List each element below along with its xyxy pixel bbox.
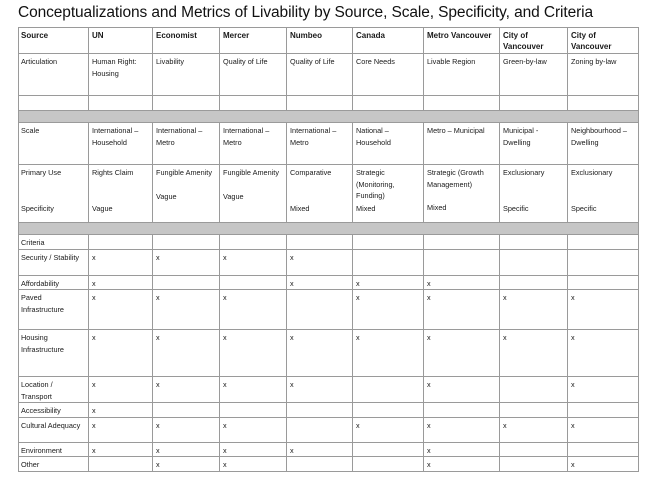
criteria-mark	[220, 403, 287, 418]
criteria-mark	[500, 249, 568, 275]
header-source: Source	[19, 28, 89, 54]
blank-row	[19, 96, 639, 111]
criteria-mark: x	[153, 330, 220, 377]
criteria-label: Location / Transport	[19, 377, 89, 403]
criteria-mark: x	[220, 249, 287, 275]
criteria-mark	[568, 249, 639, 275]
header-numbeo: Numbeo	[287, 28, 353, 54]
table-cell: Green-by-law	[500, 54, 568, 96]
criteria-mark	[153, 403, 220, 418]
primary-use-value: Exclusionary	[503, 168, 545, 177]
criteria-label: Security / Stability	[19, 249, 89, 275]
criteria-label: Cultural Adequacy	[19, 417, 89, 442]
primary-use-value: Strategic (Growth Management)	[427, 168, 484, 189]
table-cell: Livability	[153, 54, 220, 96]
table-cell: Quality of Life	[220, 54, 287, 96]
separator-cell	[19, 223, 639, 235]
blank-cell	[500, 96, 568, 111]
primary-use-value: Strategic (Monitoring, Funding)	[356, 168, 395, 200]
table-row	[19, 457, 639, 472]
table-row	[19, 403, 639, 418]
table-cell: Quality of Life	[287, 54, 353, 96]
criteria-mark: x	[353, 417, 424, 442]
blank-cell	[500, 235, 568, 250]
criteria-mark	[568, 403, 639, 418]
criteria-heading-row	[19, 235, 639, 250]
table-row	[19, 377, 639, 403]
criteria-mark: x	[89, 330, 153, 377]
criteria-mark: x	[424, 275, 500, 290]
table-cell: Neighbourhood – Dwelling	[568, 123, 639, 165]
specificity-value: Mixed	[427, 203, 447, 212]
blank-cell	[153, 96, 220, 111]
criteria-mark: x	[568, 290, 639, 330]
scale-row	[19, 123, 639, 165]
blank-cell	[19, 96, 89, 111]
blank-cell	[424, 96, 500, 111]
criteria-mark	[287, 417, 353, 442]
criteria-mark: x	[89, 403, 153, 418]
criteria-mark: x	[353, 275, 424, 290]
criteria-mark: x	[89, 377, 153, 403]
primary-use-value: Rights Claim	[92, 168, 134, 177]
specificity-value: Mixed	[356, 203, 376, 213]
specificity-label: Specificity	[21, 203, 54, 213]
criteria-mark	[353, 249, 424, 275]
criteria-mark	[568, 442, 639, 457]
criteria-label: Housing Infrastructure	[19, 330, 89, 377]
criteria-mark: x	[500, 330, 568, 377]
specificity-value: Vague	[223, 191, 244, 201]
table-cell: Core Needs	[353, 54, 424, 96]
criteria-mark: x	[220, 457, 287, 472]
livability-table	[18, 27, 639, 472]
blank-cell	[568, 96, 639, 111]
specificity-value: Mixed	[290, 203, 310, 213]
criteria-mark: x	[287, 275, 353, 290]
table-cell	[89, 165, 153, 223]
criteria-mark	[500, 377, 568, 403]
criteria-mark	[287, 403, 353, 418]
table-cell: Metro – Municipal	[424, 123, 500, 165]
table-cell: National – Household	[353, 123, 424, 165]
criteria-mark	[353, 457, 424, 472]
criteria-mark	[353, 442, 424, 457]
table-cell	[500, 165, 568, 223]
blank-cell	[287, 96, 353, 111]
primary-use-label: Primary Use	[21, 168, 62, 177]
table-row	[19, 442, 639, 457]
primary-use-value: Fungible Amenity	[156, 168, 212, 177]
table-cell: International – Metro	[287, 123, 353, 165]
specificity-value: Specific	[503, 203, 529, 213]
criteria-mark: x	[89, 417, 153, 442]
criteria-mark	[568, 275, 639, 290]
criteria-mark: x	[153, 249, 220, 275]
table-row	[19, 275, 639, 290]
blank-cell	[353, 96, 424, 111]
blank-cell	[568, 235, 639, 250]
table-cell	[287, 165, 353, 223]
table-cell	[153, 165, 220, 223]
criteria-mark: x	[568, 377, 639, 403]
header-city-of-vancouver-1: City of Vancouver	[500, 28, 568, 54]
criteria-mark: x	[424, 377, 500, 403]
header-metro-vancouver: Metro Vancouver	[424, 28, 500, 54]
criteria-mark	[287, 457, 353, 472]
criteria-mark: x	[287, 442, 353, 457]
table-cell	[353, 165, 424, 223]
header-mercer: Mercer	[220, 28, 287, 54]
table-cell: Livable Region	[424, 54, 500, 96]
criteria-mark: x	[220, 330, 287, 377]
table-cell: International – Household	[89, 123, 153, 165]
criteria-mark: x	[353, 290, 424, 330]
table-cell: Municipal - Dwelling	[500, 123, 568, 165]
primary-use-value: Comparative	[290, 168, 332, 177]
table-row	[19, 249, 639, 275]
criteria-mark	[153, 275, 220, 290]
criteria-mark	[500, 403, 568, 418]
criteria-mark	[353, 377, 424, 403]
criteria-mark: x	[424, 442, 500, 457]
primary-use-value: Exclusionary	[571, 168, 613, 177]
criteria-label: Other	[19, 457, 89, 472]
criteria-mark: x	[89, 275, 153, 290]
criteria-mark	[353, 403, 424, 418]
separator-row	[19, 111, 639, 123]
table-row	[19, 330, 639, 377]
criteria-mark	[89, 457, 153, 472]
table-row	[19, 417, 639, 442]
row-label-articulation: Articulation	[19, 54, 89, 96]
blank-cell	[220, 96, 287, 111]
criteria-label: Paved Infrastructure	[19, 290, 89, 330]
articulation-row	[19, 54, 639, 96]
blank-cell	[424, 235, 500, 250]
criteria-mark: x	[220, 377, 287, 403]
criteria-mark	[424, 403, 500, 418]
criteria-mark	[287, 290, 353, 330]
row-label-scale: Scale	[19, 123, 89, 165]
criteria-mark: x	[424, 457, 500, 472]
criteria-mark: x	[424, 330, 500, 377]
primary-use-row	[19, 165, 639, 223]
separator-row	[19, 223, 639, 235]
criteria-mark: x	[153, 417, 220, 442]
specificity-value: Vague	[156, 191, 177, 201]
header-canada: Canada	[353, 28, 424, 54]
criteria-mark	[500, 275, 568, 290]
table-row	[19, 290, 639, 330]
row-label-criteria: Criteria	[19, 235, 89, 250]
criteria-mark: x	[287, 377, 353, 403]
table-cell: Zoning by-law	[568, 54, 639, 96]
criteria-mark: x	[153, 377, 220, 403]
criteria-mark: x	[220, 290, 287, 330]
row-label-primary-use	[19, 165, 89, 223]
blank-cell	[287, 235, 353, 250]
criteria-mark: x	[89, 290, 153, 330]
criteria-mark: x	[89, 249, 153, 275]
criteria-label: Accessibility	[19, 403, 89, 418]
specificity-value: Specific	[571, 203, 597, 213]
criteria-mark: x	[287, 330, 353, 377]
criteria-mark: x	[500, 417, 568, 442]
table-cell	[220, 165, 287, 223]
primary-use-value: Fungible Amenity	[223, 168, 279, 177]
criteria-mark: x	[153, 442, 220, 457]
criteria-mark: x	[220, 442, 287, 457]
criteria-mark: x	[153, 457, 220, 472]
page-title: Conceptualizations and Metrics of Livability by Source, Scale, Specificity, and Criteria	[18, 4, 594, 21]
blank-cell	[89, 235, 153, 250]
header-un: UN	[89, 28, 153, 54]
criteria-label: Affordability	[19, 275, 89, 290]
criteria-mark	[424, 249, 500, 275]
table-cell: International – Metro	[220, 123, 287, 165]
criteria-rows	[19, 249, 639, 471]
table-cell: Human Right: Housing	[89, 54, 153, 96]
header-row	[19, 28, 639, 54]
criteria-mark: x	[568, 457, 639, 472]
criteria-mark	[500, 442, 568, 457]
criteria-mark	[500, 457, 568, 472]
blank-cell	[89, 96, 153, 111]
specificity-value: Vague	[92, 203, 113, 213]
criteria-mark: x	[568, 330, 639, 377]
table-cell	[424, 165, 500, 223]
blank-cell	[153, 235, 220, 250]
criteria-mark	[220, 275, 287, 290]
blank-cell	[220, 235, 287, 250]
criteria-mark: x	[153, 290, 220, 330]
criteria-label: Environment	[19, 442, 89, 457]
criteria-mark: x	[500, 290, 568, 330]
criteria-mark: x	[424, 417, 500, 442]
criteria-mark: x	[353, 330, 424, 377]
separator-cell	[19, 111, 639, 123]
criteria-mark: x	[287, 249, 353, 275]
header-economist: Economist	[153, 28, 220, 54]
criteria-mark: x	[89, 442, 153, 457]
table-cell: International – Metro	[153, 123, 220, 165]
blank-cell	[353, 235, 424, 250]
criteria-mark: x	[424, 290, 500, 330]
header-city-of-vancouver-2: City of Vancouver	[568, 28, 639, 54]
criteria-mark: x	[568, 417, 639, 442]
table-cell	[568, 165, 639, 223]
criteria-mark: x	[220, 417, 287, 442]
